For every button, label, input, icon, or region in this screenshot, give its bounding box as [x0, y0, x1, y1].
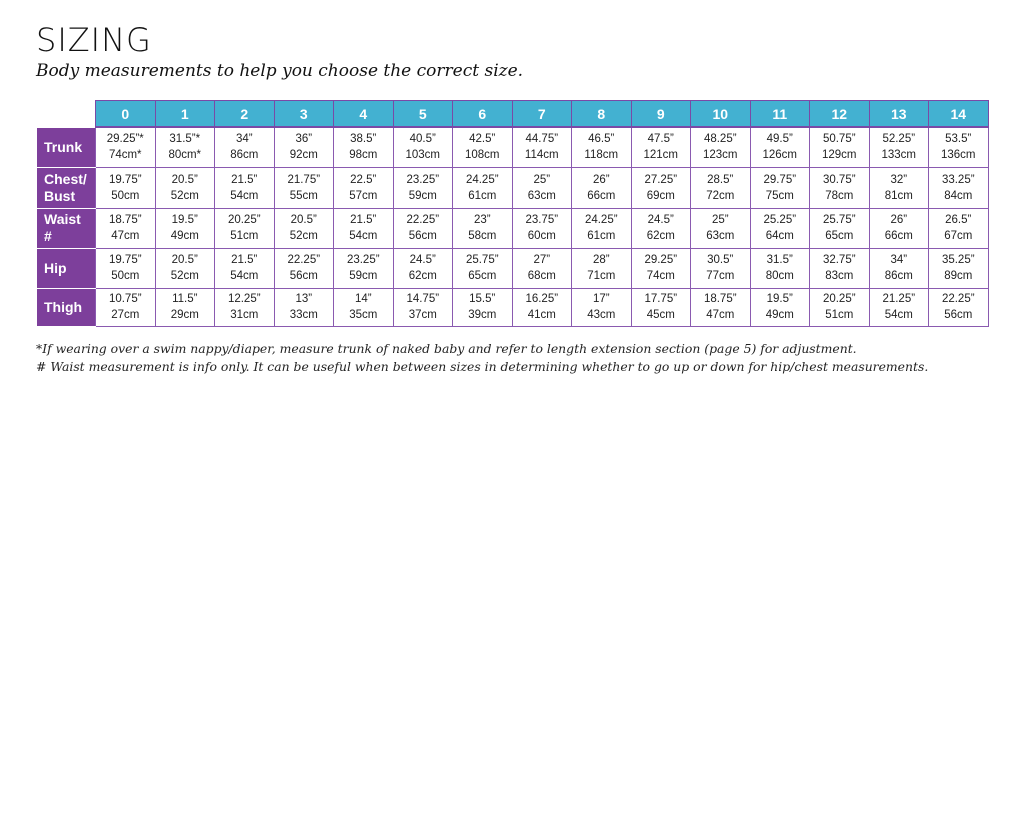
cm-value: 49cm	[765, 309, 794, 321]
inch-value: 30.5”	[707, 254, 734, 266]
cm-value: 56cm	[944, 309, 973, 321]
inch-value: 14.75”	[406, 293, 440, 305]
measurement-cell-waist-5	[393, 208, 453, 248]
cm-value: 133cm	[881, 149, 917, 162]
cm-value: 61cm	[468, 189, 497, 202]
measurement-cell-chest-2	[215, 167, 275, 208]
measurement-cell-chest-6	[453, 167, 513, 208]
measurement-cell-waist-13	[869, 208, 929, 248]
size-header-6: 6	[453, 101, 513, 128]
cm-value: 54cm	[230, 270, 259, 282]
cm-value: 74cm	[646, 270, 675, 282]
inch-value: 42.5”	[469, 133, 496, 146]
measurement-row-hip	[37, 248, 989, 288]
inch-value: 21.5”	[231, 173, 258, 186]
inch-value: 26”	[592, 173, 610, 186]
inch-value: 24.5”	[647, 214, 674, 226]
cm-value: 62cm	[646, 230, 675, 242]
measurement-cell-waist-0	[96, 208, 156, 248]
measurement-cell-hip-11	[750, 248, 810, 288]
row-label-hip	[37, 248, 96, 288]
inch-value: 47.5”	[647, 133, 674, 146]
measurement-cell-waist-8	[572, 208, 632, 248]
cm-value: 81cm	[884, 189, 913, 202]
size-header-row	[37, 101, 989, 128]
size-header-14: 14	[929, 101, 989, 128]
measurement-cell-thigh-5	[393, 288, 453, 326]
inch-value: 22.25”	[406, 214, 440, 226]
cm-value: 31cm	[230, 309, 259, 321]
inch-value: 10.75”	[108, 293, 142, 305]
cm-value: 121cm	[643, 149, 679, 162]
measurement-cell-waist-11	[750, 208, 810, 248]
measurement-cell-hip-7	[512, 248, 572, 288]
inch-value: 38.5”	[350, 133, 377, 146]
row-label-chest	[37, 167, 96, 208]
measurement-cell-hip-12	[810, 248, 870, 288]
page-title: SIZING	[36, 21, 152, 59]
cm-value: 54cm	[230, 189, 259, 202]
inch-value: 21.5”	[231, 254, 258, 266]
measurement-cell-chest-0	[96, 167, 156, 208]
inch-value: 14”	[354, 293, 372, 305]
cm-value: 43cm	[587, 309, 616, 321]
inch-value: 48.25”	[703, 133, 737, 146]
inch-value: 23.75”	[525, 214, 559, 226]
measurement-row-waist	[37, 208, 989, 248]
inch-value: 18.75”	[108, 214, 142, 226]
cm-value: 47cm	[706, 309, 735, 321]
inch-value: 20.25”	[227, 214, 261, 226]
inch-value: 44.75”	[525, 133, 559, 146]
inch-value: 25”	[533, 173, 551, 186]
cm-value: 67cm	[944, 230, 973, 242]
cm-value: 63cm	[527, 189, 556, 202]
page-subtitle: Body measurements to help you choose the correct size.	[36, 61, 524, 81]
measurement-cell-chest-9	[631, 167, 691, 208]
cm-value: 65cm	[468, 270, 497, 282]
measurement-cell-chest-7	[512, 167, 572, 208]
measurement-cell-hip-6	[453, 248, 513, 288]
cm-value: 27cm	[111, 309, 140, 321]
footnotes	[36, 340, 976, 375]
measurement-cell-hip-0	[96, 248, 156, 288]
measurement-cell-chest-12	[810, 167, 870, 208]
measurement-cell-thigh-0	[96, 288, 156, 326]
inch-value: 20.5”	[171, 254, 198, 266]
row-label-trunk	[37, 127, 96, 167]
inch-value: 24.5”	[409, 254, 436, 266]
measurement-cell-trunk-3	[274, 127, 334, 167]
inch-value: 25.75”	[465, 254, 499, 266]
inch-value: 28.5”	[707, 173, 734, 186]
cm-value: 89cm	[944, 270, 973, 282]
cm-value: 77cm	[706, 270, 735, 282]
measurement-row-chest	[37, 167, 989, 208]
measurement-cell-trunk-14	[929, 127, 989, 167]
cm-value: 69cm	[646, 189, 675, 202]
cm-value: 98cm	[349, 149, 378, 162]
measurement-cell-hip-3	[274, 248, 334, 288]
measurement-cell-hip-2	[215, 248, 275, 288]
cm-value: 86cm	[230, 149, 259, 162]
size-header-12: 12	[810, 101, 870, 128]
cm-value: 108cm	[464, 149, 500, 162]
cm-value: 29cm	[170, 309, 199, 321]
measurement-cell-hip-13	[869, 248, 929, 288]
cm-value: 52cm	[289, 230, 318, 242]
cm-value: 54cm	[349, 230, 378, 242]
inch-value: 34”	[235, 133, 253, 146]
cm-value: 63cm	[706, 230, 735, 242]
inch-value: 29.25”*	[106, 133, 144, 146]
cm-value: 50cm	[111, 189, 140, 202]
inch-value: 21.5”	[350, 214, 377, 226]
cm-value: 62cm	[408, 270, 437, 282]
row-label-line: Bust	[44, 187, 76, 204]
measurement-cell-hip-5	[393, 248, 453, 288]
inch-value: 15.5”	[469, 293, 496, 305]
inch-value: 32.75”	[822, 254, 856, 266]
measurement-cell-thigh-11	[750, 288, 810, 326]
measurement-cell-thigh-3	[274, 288, 334, 326]
cm-value: 59cm	[408, 189, 437, 202]
size-header-0: 0	[96, 101, 156, 128]
measurement-cell-thigh-2	[215, 288, 275, 326]
measurement-cell-trunk-7	[512, 127, 572, 167]
measurement-cell-thigh-9	[631, 288, 691, 326]
size-header-2: 2	[215, 101, 275, 128]
measurement-cell-hip-9	[631, 248, 691, 288]
inch-value: 27”	[533, 254, 551, 266]
table-corner	[37, 101, 96, 128]
row-label-line: Thigh	[44, 298, 83, 315]
measurement-cell-chest-13	[869, 167, 929, 208]
inch-value: 28”	[592, 254, 610, 266]
cm-value: 80cm	[765, 270, 794, 282]
measurement-cell-waist-10	[691, 208, 751, 248]
measurement-cell-hip-10	[691, 248, 751, 288]
cm-value: 86cm	[884, 270, 913, 282]
measurement-cell-thigh-1	[155, 288, 215, 326]
inch-value: 50.75”	[822, 133, 856, 146]
row-label-line: Waist	[44, 211, 81, 227]
cm-value: 51cm	[230, 230, 259, 242]
cm-value: 51cm	[825, 309, 854, 321]
size-header-11: 11	[750, 101, 810, 128]
cm-value: 129cm	[821, 149, 857, 162]
measurement-cell-chest-3	[274, 167, 334, 208]
inch-value: 31.5”*	[169, 133, 201, 146]
cm-value: 61cm	[587, 230, 616, 242]
cm-value: 54cm	[884, 309, 913, 321]
inch-value: 46.5”	[588, 133, 615, 146]
inch-value: 19.75”	[108, 254, 142, 266]
size-header-5: 5	[393, 101, 453, 128]
inch-value: 40.5”	[409, 133, 436, 146]
cm-value: 35cm	[349, 309, 378, 321]
inch-value: 32”	[890, 173, 908, 186]
cm-value: 78cm	[825, 189, 854, 202]
inch-value: 24.25”	[465, 173, 499, 186]
measurement-cell-chest-11	[750, 167, 810, 208]
cm-value: 103cm	[405, 149, 441, 162]
inch-value: 24.25”	[584, 214, 618, 226]
cm-value: 45cm	[646, 309, 675, 321]
measurement-cell-trunk-2	[215, 127, 275, 167]
cm-value: 84cm	[944, 189, 973, 202]
measurement-cell-thigh-12	[810, 288, 870, 326]
inch-value: 35.25”	[941, 254, 975, 266]
cm-value: 60cm	[527, 230, 556, 242]
cm-value: 83cm	[825, 270, 854, 282]
inch-value: 26.5”	[945, 214, 972, 226]
measurement-cell-hip-14	[929, 248, 989, 288]
row-label-line: Trunk	[44, 138, 83, 155]
row-label-line: Hip	[44, 259, 67, 276]
measurement-cell-thigh-7	[512, 288, 572, 326]
cm-value: 37cm	[408, 309, 437, 321]
size-header-10: 10	[691, 101, 751, 128]
inch-value: 30.75”	[822, 173, 856, 186]
cm-value: 80cm*	[168, 149, 202, 162]
measurement-cell-thigh-8	[572, 288, 632, 326]
inch-value: 36”	[295, 133, 313, 146]
inch-value: 19.5”	[171, 214, 198, 226]
measurement-cell-waist-7	[512, 208, 572, 248]
row-label-line: #	[44, 228, 52, 244]
sizing-table	[36, 100, 989, 327]
measurement-cell-hip-8	[572, 248, 632, 288]
inch-value: 22.25”	[941, 293, 975, 305]
row-label-thigh	[37, 288, 96, 326]
trunk-footnote: *If wearing over a swim nappy/diaper, measure trunk of naked baby and refer to length extension section (page 5) for adjustment.	[36, 341, 857, 356]
inch-value: 20.5”	[171, 173, 198, 186]
inch-value: 13”	[295, 293, 313, 305]
measurement-cell-waist-3	[274, 208, 334, 248]
cm-value: 72cm	[706, 189, 735, 202]
cm-value: 50cm	[111, 270, 140, 282]
size-header-9: 9	[631, 101, 691, 128]
inch-value: 23.25”	[346, 254, 380, 266]
cm-value: 56cm	[289, 270, 318, 282]
measurement-cell-waist-12	[810, 208, 870, 248]
measurement-cell-trunk-9	[631, 127, 691, 167]
measurement-cell-trunk-11	[750, 127, 810, 167]
measurement-cell-trunk-5	[393, 127, 453, 167]
inch-value: 11.5”	[172, 293, 198, 305]
size-header-8: 8	[572, 101, 632, 128]
measurement-cell-chest-8	[572, 167, 632, 208]
inch-value: 20.5”	[290, 214, 317, 226]
measurement-cell-chest-1	[155, 167, 215, 208]
measurement-cell-chest-4	[334, 167, 394, 208]
measurement-cell-trunk-4	[334, 127, 394, 167]
inch-value: 33.25”	[941, 173, 975, 186]
inch-value: 25.25”	[763, 214, 797, 226]
cm-value: 52cm	[170, 189, 199, 202]
measurement-cell-hip-4	[334, 248, 394, 288]
inch-value: 19.5”	[766, 293, 793, 305]
inch-value: 18.75”	[703, 293, 737, 305]
measurement-row-trunk	[37, 127, 989, 167]
inch-value: 22.25”	[287, 254, 321, 266]
cm-value: 66cm	[884, 230, 913, 242]
measurement-cell-waist-14	[929, 208, 989, 248]
measurement-cell-thigh-14	[929, 288, 989, 326]
measurement-cell-trunk-1	[155, 127, 215, 167]
cm-value: 136cm	[940, 149, 976, 162]
cm-value: 49cm	[170, 230, 199, 242]
inch-value: 25”	[711, 214, 729, 226]
inch-value: 26”	[890, 214, 908, 226]
inch-value: 49.5”	[766, 133, 793, 146]
cm-value: 126cm	[762, 149, 798, 162]
cm-value: 66cm	[587, 189, 616, 202]
cm-value: 41cm	[527, 309, 556, 321]
cm-value: 64cm	[765, 230, 794, 242]
row-label-line: Chest/	[44, 170, 87, 187]
cm-value: 71cm	[587, 270, 616, 282]
cm-value: 75cm	[765, 189, 794, 202]
inch-value: 27.25”	[644, 173, 678, 186]
measurement-cell-thigh-13	[869, 288, 929, 326]
inch-value: 20.25”	[822, 293, 856, 305]
inch-value: 29.75”	[763, 173, 797, 186]
cm-value: 57cm	[349, 189, 378, 202]
cm-value: 56cm	[408, 230, 437, 242]
inch-value: 25.75”	[822, 214, 856, 226]
measurement-cell-hip-1	[155, 248, 215, 288]
measurement-cell-chest-10	[691, 167, 751, 208]
measurement-cell-trunk-6	[453, 127, 513, 167]
measurement-cell-chest-5	[393, 167, 453, 208]
cm-value: 74cm*	[108, 149, 142, 162]
measurement-cell-trunk-10	[691, 127, 751, 167]
cm-value: 68cm	[527, 270, 556, 282]
cm-value: 123cm	[702, 149, 738, 162]
cm-value: 52cm	[170, 270, 199, 282]
measurement-cell-thigh-6	[453, 288, 513, 326]
cm-value: 59cm	[349, 270, 378, 282]
cm-value: 47cm	[111, 230, 140, 242]
inch-value: 17.75”	[644, 293, 678, 305]
row-label-waist	[37, 208, 96, 248]
size-header-3: 3	[274, 101, 334, 128]
measurement-cell-trunk-8	[572, 127, 632, 167]
inch-value: 29.25”	[644, 254, 678, 266]
size-header-7: 7	[512, 101, 572, 128]
measurement-cell-thigh-4	[334, 288, 394, 326]
inch-value: 52.25”	[882, 133, 916, 146]
inch-value: 53.5”	[945, 133, 972, 146]
measurement-cell-trunk-12	[810, 127, 870, 167]
inch-value: 31.5”	[766, 254, 793, 266]
size-header-4: 4	[334, 101, 394, 128]
measurement-cell-trunk-0	[96, 127, 156, 167]
inch-value: 21.25”	[882, 293, 916, 305]
measurement-cell-waist-9	[631, 208, 691, 248]
cm-value: 118cm	[584, 149, 619, 162]
measurement-cell-waist-2	[215, 208, 275, 248]
size-header-13: 13	[869, 101, 929, 128]
cm-value: 114cm	[524, 149, 559, 162]
cm-value: 65cm	[825, 230, 854, 242]
inch-value: 12.25”	[227, 293, 261, 305]
inch-value: 23.25”	[406, 173, 440, 186]
cm-value: 92cm	[289, 149, 318, 162]
cm-value: 39cm	[468, 309, 497, 321]
measurement-cell-thigh-10	[691, 288, 751, 326]
measurement-row-thigh	[37, 288, 989, 326]
measurement-cell-chest-14	[929, 167, 989, 208]
cm-value: 55cm	[289, 189, 318, 202]
cm-value: 33cm	[289, 309, 318, 321]
inch-value: 22.5”	[350, 173, 377, 186]
inch-value: 34”	[890, 254, 908, 266]
measurement-cell-waist-1	[155, 208, 215, 248]
inch-value: 17”	[592, 293, 610, 305]
measurement-cell-waist-4	[334, 208, 394, 248]
waist-footnote: # Waist measurement is info only. It can be useful when between sizes in determining whether to go up or down for hip/chest measurements.	[36, 358, 929, 374]
inch-value: 23”	[473, 214, 491, 226]
inch-value: 19.75”	[108, 173, 142, 186]
inch-value: 16.25”	[525, 293, 559, 305]
measurement-cell-trunk-13	[869, 127, 929, 167]
inch-value: 21.75”	[287, 173, 321, 186]
size-header-1: 1	[155, 101, 215, 128]
cm-value: 58cm	[468, 230, 497, 242]
measurement-cell-waist-6	[453, 208, 513, 248]
